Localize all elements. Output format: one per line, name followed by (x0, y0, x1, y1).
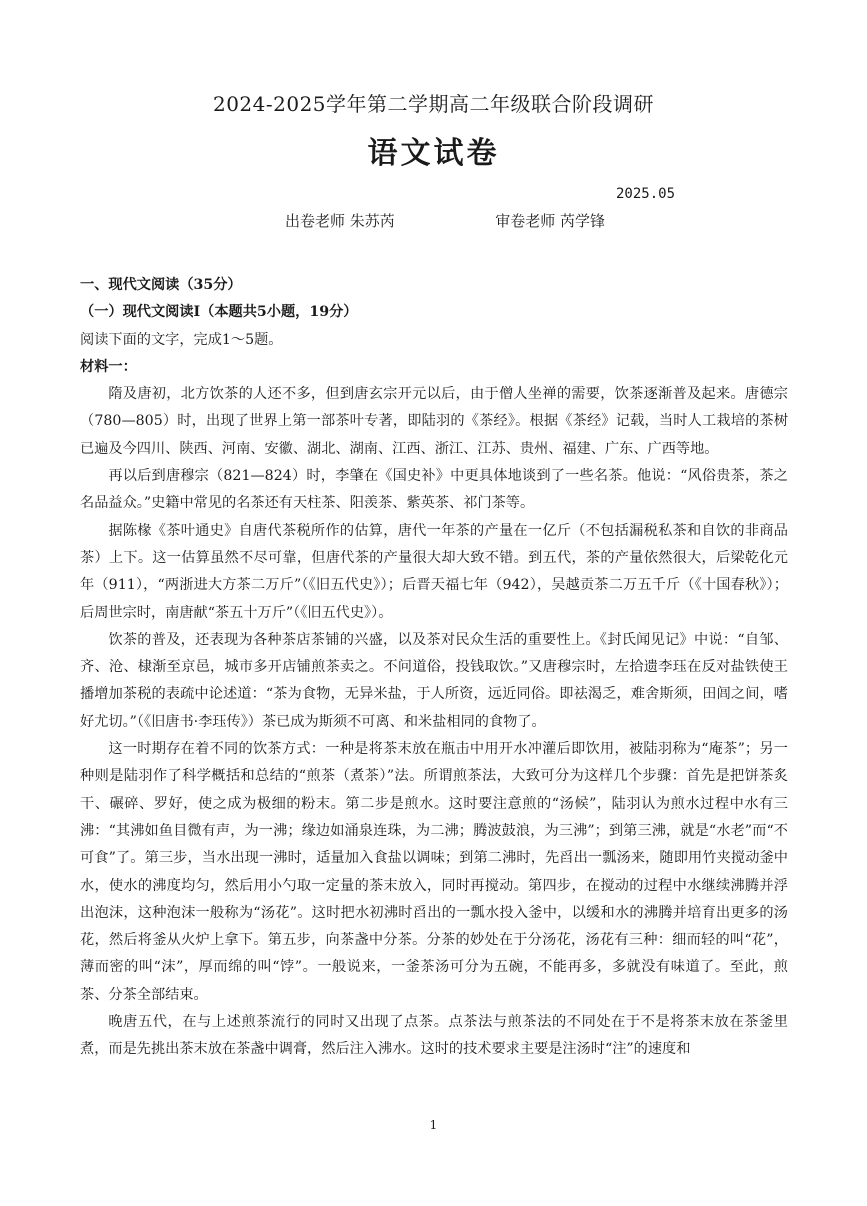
teacher-credits (285, 210, 605, 231)
paragraph: 隋及唐初，北方饮茶的人还不多，但到唐玄宗开元以后，由于僧人坐禅的需要，饮茶逐渐普及起来。唐德宗（780—805）时，出现了世界上第一部茶叶专著，即陆羽的《茶经》。根据《茶经》记载，当时人工栽培的茶树已遍及今四川、陕西、河南、安徽、湖北、湖南、江西、浙江、江苏、贵州、福建、广东、广西等地。 (80, 386, 788, 457)
material-label: 材料一： (80, 358, 137, 375)
paragraph: 这一时期存在着不同的饮茶方式：一种是将茶末放在瓶击中用开水冲灌后即饮用，被陆羽称为“庵茶”；另一种则是陆羽作了科学概括和总结的“煎茶（煮茶）”法。所谓煎茶法，大致可分为这样几个步骤：首先是把饼茶炙干、碾碎、罗好，使之成为极细的粉末。第二步是煎水。这时要注意煎的“汤候”，陆羽认为煎水过程中水有三沸：“其沸如鱼目微有声，为一沸；缘边如涌泉连珠，为二沸；腾波鼓浪，为三沸”；到第三沸，就是“水老”而“不可食”了。第三步，当水出现一沸时，适量加入食盐以调味；到第二沸时，先舀出一瓢汤来，随即用竹夹搅动釜中水，使水的沸度均匀，然后用小勺取一定量的茶末放入，同时再搅动。第四步，在搅动的过程中水继续沸腾并浮出泡沫，这种泡沫一般称为“汤花”。这时把水初沸时舀出的一瓢水投入釜中，以缓和水的沸腾并培育出更多的汤花，然后将釜从火炉上拿下。第五步，向茶盏中分茶。分茶的妙处在于分汤花，汤花有三种：细而轻的叫“花”，薄而密的叫“沫”，厚而绵的叫“饽”。一般说来，一釜茶汤可分为五碗，不能再多，多就没有味道了。至此，煎茶、分茶全部结束。 (80, 741, 788, 1003)
section-heading: 一、现代文阅读（35分） (80, 277, 242, 293)
section-instruction: 阅读下面的文字，完成1～5题。 (80, 331, 283, 348)
exam-title: 2024-2025学年第二学期高二年级联合阶段调研 (212, 92, 655, 116)
exam-date: 2025.05 (616, 186, 676, 202)
reviewer-name: 审卷老师 芮学锋 (495, 212, 605, 230)
reading-section (80, 272, 788, 1064)
setter-name: 出卷老师 朱苏芮 (285, 212, 395, 230)
subject-title: 语文试卷 (367, 136, 500, 171)
paragraph: 晚唐五代，在与上述煎茶流行的同时又出现了点茶。点茶法与煎茶法的不同处在于不是将茶末放在茶釜里煮，而是先挑出茶末放在茶盏中调膏，然后注入沸水。这时的技术要求主要是注汤时“注”的速度和 (80, 1014, 788, 1058)
paragraph: 据陈椽《茶叶通史》自唐代茶税所作的估算，唐代一年茶的产量在一亿斤（不包括漏税私茶和自饮的非商品茶）上下。这一估算虽然不尽可靠，但唐代茶的产量很大却大致不错。到五代，茶的产量依然很大，后梁乾化元年（911），“两浙进大方茶二万斤”（《旧五代史》）；后晋天福七年（942），吴越贡茶二万五千斤（《十国春秋》）；后周世宗时，南唐献“茶五十万斤”（《旧五代史》）。 (80, 522, 788, 621)
page-number: 1 (429, 1118, 438, 1132)
paragraph: 饮茶的普及，还表现为各种茶店茶铺的兴盛，以及茶对民众生活的重要性上。《封氏闻见记》中说：“自邹、齐、沧、棣渐至京邑，城市多开店铺煎茶卖之。不问道俗，投钱取饮。”又唐穆宗时，左拾遗李珏在反对盐铁使王播增加茶税的表疏中论述道：“茶为食物，无异米盐，于人所资，远近同俗。即祛渴乏，难舍斯须，田闾之间，嗜好尤切。”（《旧唐书·李珏传》）茶已成为斯须不可离、和米盐相同的食物了。 (80, 631, 788, 730)
section-subheading: （一）现代文阅读Ⅰ（本题共5小题，19分） (80, 304, 358, 321)
paragraph: 再以后到唐穆宗（821—824）时，李肇在《国史补》中更具体地谈到了一些名茶。他说：“风俗贵茶，茶之名品益众。”史籍中常见的名茶还有天柱茶、阳羡茶、紫英茶、祁门茶等。 (80, 468, 788, 512)
